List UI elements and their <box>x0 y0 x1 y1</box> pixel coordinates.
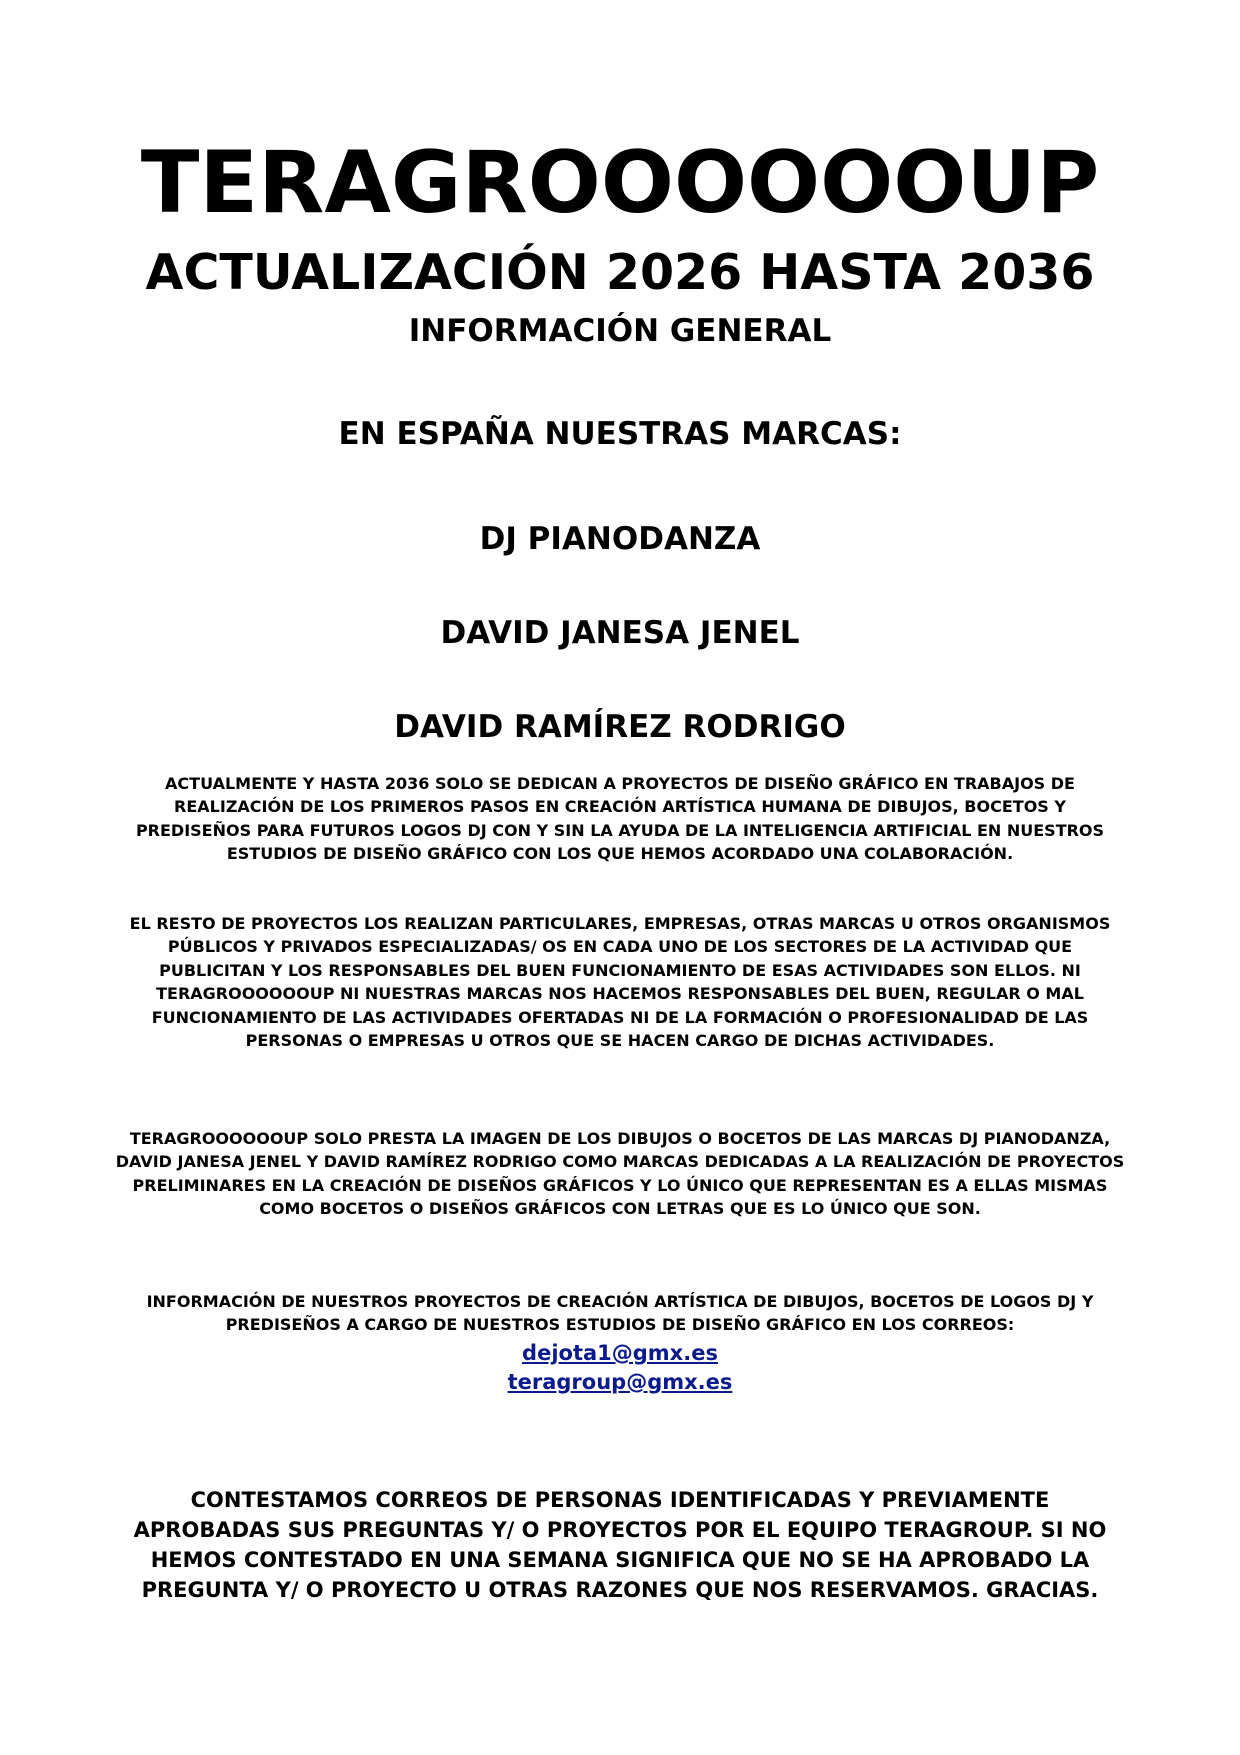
section-title: INFORMACIÓN GENERAL <box>408 313 832 349</box>
email-link[interactable]: dejota1@gmx.es <box>522 1341 718 1365</box>
email-line <box>0 1339 1240 1367</box>
page-subtitle: ACTUALIZACIÓN 2026 HASTA 2036 <box>145 244 1095 301</box>
brand-name: DJ PIANODANZA <box>479 521 761 557</box>
body-paragraph: ACTUALMENTE Y HASTA 2036 SOLO SE DEDICAN A PROYECTOS DE DISEÑO GRÁFICO EN TRABAJOS DE REALIZACIÓN DE LOS PRIMEROS PASOS EN CREACIÓN ARTÍSTICA HUMANA DE DIBUJOS, BOCETOS Y PREDISEÑOS PARA FUTUROS LOGOS DJ CON Y SIN LA AYUDA DE LA INTELIGENCIA ARTIFICIAL EN NUESTROS ESTUDIOS DE DISEÑO GRÁFICO CON LOS QUE HEMOS ACORDADO UNA COLABORACIÓN. <box>135 774 1105 864</box>
email-line <box>0 1368 1240 1396</box>
body-paragraph: EL RESTO DE PROYECTOS LOS REALIZAN PARTICULARES, EMPRESAS, OTRAS MARCAS U OTROS ORGANISMOS PÚBLICOS Y PRIVADOS ESPECIALIZADAS/ OS EN CADA UNO DE LOS SECTORES DE LA ACTIVIDAD QUE PUBLICITAN Y LOS RESPONSABLES DEL BUEN FUNCIONAMIENTO DE ESAS ACTIVIDADES SON ELLOS. NI TERAGROOOOOOUP NI NUESTRAS MARCAS NOS HACEMOS RESPONSABLES DEL BUEN, REGULAR O MAL FUNCIONAMIENTO DE LAS ACTIVIDADES OFERTADAS NI DE LA FORMACIÓN O PROFESIONALIDAD DE LAS PERSONAS O EMPRESAS U OTROS QUE SE HACEN CARGO DE DICHAS ACTIVIDADES. <box>129 914 1111 1051</box>
brand-name: DAVID JANESA JENEL <box>440 615 800 651</box>
brand-name: DAVID RAMÍREZ RODRIGO <box>394 709 846 745</box>
email-link[interactable]: teragroup@gmx.es <box>507 1370 733 1394</box>
page-title: TERAGROOOOOOUP <box>140 133 1100 233</box>
brands-heading: EN ESPAÑA NUESTRAS MARCAS: <box>338 416 902 452</box>
closing-paragraph: CONTESTAMOS CORREOS DE PERSONAS IDENTIFICADAS Y PREVIAMENTE APROBADAS SUS PREGUNTAS Y/ O PROYECTOS POR EL EQUIPO TERAGROUP. SI NO HEMOS CONTESTADO EN UNA SEMANA SIGNIFICA QUE NO SE HA APROBADO LA PREGUNTA Y/ O PROYECTO U OTRAS RAZONES QUE NOS RESERVAMOS. GRACIAS. <box>133 1488 1107 1602</box>
contact-intro-paragraph: INFORMACIÓN DE NUESTROS PROYECTOS DE CREACIÓN ARTÍSTICA DE DIBUJOS, BOCETOS DE LOGOS DJ Y PREDISEÑOS A CARGO DE NUESTROS ESTUDIOS DE DISEÑO GRÁFICO EN LOS CORREOS: <box>146 1292 1094 1335</box>
body-paragraph: TERAGROOOOOOUP SOLO PRESTA LA IMAGEN DE LOS DIBUJOS O BOCETOS DE LAS MARCAS DJ PIANODANZA, DAVID JANESA JENEL Y DAVID RAMÍREZ RODRIGO COMO MARCAS DEDICADAS A LA REALIZACIÓN DE PROYECTOS PRELIMINARES EN LA CREACIÓN DE DISEÑOS GRÁFICOS Y LO ÚNICO QUE REPRESENTAN ES A ELLAS MISMAS COMO BOCETOS O DISEÑOS GRÁFICOS CON LETRAS QUE ES LO ÚNICO QUE SON. <box>115 1129 1125 1219</box>
